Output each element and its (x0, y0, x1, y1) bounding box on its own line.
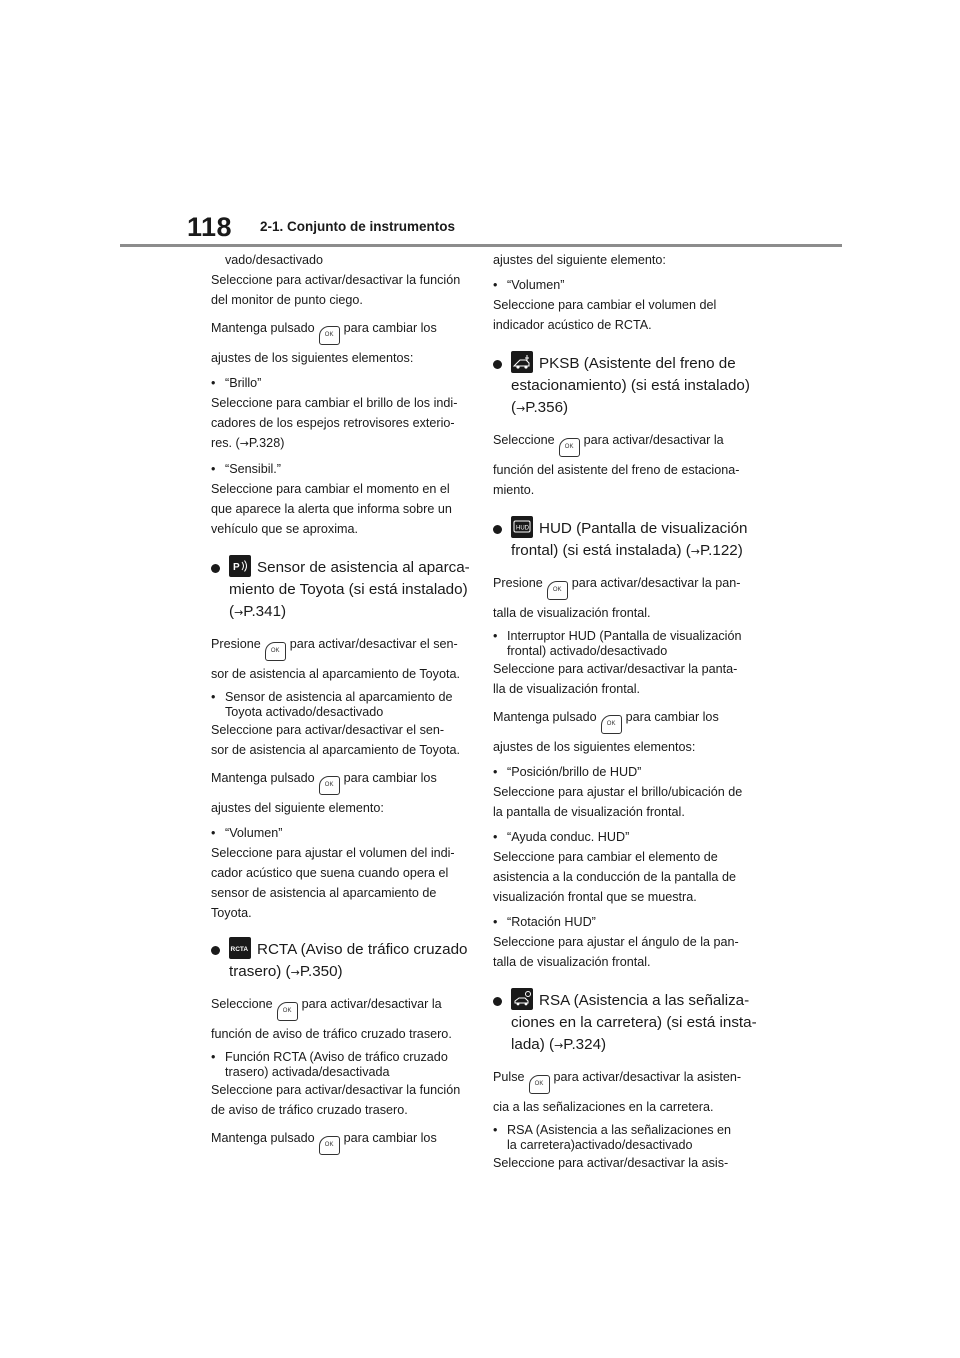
paragraph: que aparece la alerta que informa sobre un (211, 502, 452, 516)
ok-switch-icon (277, 1002, 298, 1021)
text: RCTA (Aviso de tráfico cruzado (257, 941, 468, 958)
paragraph (211, 1128, 467, 1155)
text: Mantenga pulsado (211, 1131, 315, 1145)
arrow-icon: → (234, 606, 244, 619)
svg-text:RCTA: RCTA (230, 946, 249, 953)
paragraph (493, 707, 749, 734)
heading-line (511, 988, 749, 1012)
paragraph: indicador acústico de RCTA. (493, 318, 652, 332)
paragraph (211, 768, 467, 795)
text: • Interruptor HUD (Pantalla de visualización (507, 629, 742, 643)
text: RSA (Asistencia a las señaliza- (539, 992, 750, 1009)
paragraph: miento. (493, 483, 535, 497)
feature-heading (493, 351, 749, 420)
text: para cambiar los (625, 710, 719, 724)
ok-switch-icon (319, 776, 340, 795)
paragraph: Seleccione para cambiar el volumen del (493, 298, 717, 312)
paragraph: sor de asistencia al aparcamiento de Toyota. (211, 743, 460, 757)
paragraph: Seleccione para activar/desactivar la asis- (493, 1156, 729, 1170)
bullet-dot (211, 946, 220, 955)
arrow-icon: → (554, 1039, 564, 1052)
text: para cambiar los (343, 771, 437, 785)
feature-heading (493, 988, 757, 1057)
paragraph: de aviso de tráfico cruzado trasero. (211, 1103, 408, 1117)
parking-sensor-icon (229, 555, 251, 577)
text: • Sensor de asistencia al aparcamiento de (225, 690, 453, 704)
text: Presione (211, 637, 261, 651)
feature-heading (211, 555, 470, 624)
page-reference[interactable]: P.341) (243, 603, 287, 620)
text: Seleccione (211, 997, 273, 1011)
paragraph (211, 994, 467, 1021)
paragraph: Seleccione para activar/desactivar la función (211, 273, 461, 287)
rcta-icon (229, 937, 251, 959)
right-column (493, 250, 757, 1173)
list-item: • “Posición/brillo de HUD” (493, 762, 749, 782)
paragraph: lla de visualización frontal. (493, 682, 641, 696)
text: res. ( (211, 436, 240, 450)
paragraph (493, 430, 749, 457)
hud-icon (511, 516, 533, 538)
page-reference[interactable]: P.122) (700, 542, 743, 559)
heading-line (229, 961, 467, 984)
text: para cambiar los (343, 321, 437, 335)
text: para activar/desactivar la pan- (571, 576, 741, 590)
paragraph (493, 573, 749, 600)
heading-line (229, 937, 467, 961)
list-item: • “Ayuda conduc. HUD” (493, 827, 749, 847)
pksb-icon (511, 351, 533, 373)
list-item: • “Brillo” (211, 373, 467, 393)
bullet-dot (493, 525, 502, 534)
text: Seleccione (493, 433, 555, 447)
paragraph (211, 634, 467, 661)
list-item: • “Sensibil.” (211, 459, 467, 479)
bullet-dot (493, 997, 502, 1006)
text: Mantenga pulsado (211, 321, 315, 335)
paragraph: Seleccione para activar/desactivar el sen- (211, 723, 445, 737)
paragraph (211, 318, 467, 345)
page-number: 118 (187, 212, 233, 242)
paragraph: cadores de los espejos retrovisores exterio- (211, 416, 455, 430)
text: Toyota activado/desactivado (225, 705, 384, 719)
paragraph: ajustes de los siguientes elementos: (211, 351, 414, 365)
heading-line (511, 397, 749, 420)
paragraph: función del asistente del freno de estaciona- (493, 463, 740, 477)
text: ( (229, 603, 235, 620)
heading-line (229, 555, 470, 579)
paragraph: asistencia a la conducción de la pantalla de (493, 870, 736, 884)
feature-heading (493, 516, 749, 563)
paragraph: cia a las señalizaciones en la carretera. (493, 1100, 714, 1114)
paragraph (493, 1067, 749, 1094)
list-item (493, 1123, 749, 1153)
paragraph: ajustes del siguiente elemento: (493, 253, 666, 267)
heading-line: ciones en la carretera) (si está insta- (511, 1014, 757, 1031)
rsa-icon (511, 988, 533, 1010)
text: para activar/desactivar la (583, 433, 724, 447)
paragraph: Seleccione para activar/desactivar la panta- (493, 662, 738, 676)
paragraph: talla de visualización frontal. (493, 606, 651, 620)
page-reference[interactable]: P.350) (299, 963, 343, 980)
text: para cambiar los (343, 1131, 437, 1145)
ok-switch-icon (319, 1136, 340, 1155)
text: para activar/desactivar la (301, 997, 442, 1011)
ok-switch-icon (319, 326, 340, 345)
paragraph: sor de asistencia al aparcamiento de Toyota. (211, 667, 460, 681)
page-reference[interactable]: P.324) (563, 1036, 607, 1053)
arrow-icon: → (690, 545, 701, 558)
heading-line (511, 540, 749, 563)
text: ( (511, 399, 517, 416)
svg-text:P: P (233, 562, 240, 573)
paragraph: función de aviso de tráfico cruzado trasero. (211, 1027, 452, 1041)
arrow-icon: → (516, 402, 526, 415)
paragraph: Seleccione para cambiar el momento en el (211, 482, 450, 496)
list-item: • “Volumen” (493, 275, 749, 295)
heading-line (229, 601, 467, 624)
section-title: 2-1. Conjunto de instrumentos (260, 219, 456, 234)
text: para activar/desactivar la asisten- (553, 1070, 742, 1084)
list-item (493, 629, 749, 659)
heading-line (511, 516, 749, 540)
list-item (211, 1050, 467, 1080)
page-reference[interactable]: P.328) (248, 436, 285, 450)
feature-heading (211, 937, 467, 984)
paragraph (211, 433, 467, 454)
text: trasero) ( (229, 963, 291, 980)
text: la carretera)activado/desactivado (507, 1138, 693, 1152)
text: PKSB (Asistente del freno de (539, 355, 736, 372)
paragraph: sensor de asistencia al aparcamiento de (211, 886, 437, 900)
paragraph: ajustes de los siguientes elementos: (493, 740, 696, 754)
text: • RSA (Asistencia a las señalizaciones en (507, 1123, 732, 1137)
text: Pulse (493, 1070, 525, 1084)
bullet-dot (493, 360, 502, 369)
ok-switch-icon (601, 715, 622, 734)
paragraph: Seleccione para activar/desactivar la función (211, 1083, 461, 1097)
paragraph: talla de visualización frontal. (493, 955, 651, 969)
paragraph: Seleccione para cambiar el brillo de los indi- (211, 396, 458, 410)
heading-line: estacionamiento) (si está instalado) (511, 377, 750, 394)
paragraph: Toyota. (211, 906, 252, 920)
paragraph: vehículo que se aproxima. (211, 522, 359, 536)
paragraph: del monitor de punto ciego. (211, 293, 363, 307)
paragraph: la pantalla de visualización frontal. (493, 805, 685, 819)
text: Mantenga pulsado (493, 710, 597, 724)
page-header (0, 0, 960, 250)
text: frontal) (si está instalada) ( (511, 542, 691, 559)
paragraph: Seleccione para ajustar el ángulo de la pan- (493, 935, 739, 949)
paragraph: cador acústico que suena cuando opera el (211, 866, 449, 880)
text: frontal) activado/desactivado (507, 644, 668, 658)
heading-line (511, 1034, 749, 1057)
paragraph: vado/desactivado (225, 253, 324, 267)
header-rule (120, 244, 842, 247)
paragraph: Seleccione para cambiar el elemento de (493, 850, 718, 864)
text: para activar/desactivar el sen- (289, 637, 458, 651)
paragraph: visualización frontal que se muestra. (493, 890, 697, 904)
text: • Función RCTA (Aviso de tráfico cruzado (225, 1050, 448, 1064)
left-column (211, 250, 470, 1155)
text: Mantenga pulsado (211, 771, 315, 785)
text: lada) ( (511, 1036, 555, 1053)
heading-line: miento de Toyota (si está instalado) (229, 581, 468, 598)
list-item: • “Volumen” (211, 823, 467, 843)
list-item: • “Rotación HUD” (493, 912, 749, 932)
list-item (211, 690, 467, 720)
text: HUD (Pantalla de visualización (539, 520, 748, 537)
text: Sensor de asistencia al aparca- (257, 559, 470, 576)
arrow-icon: → (290, 966, 300, 979)
ok-switch-icon (529, 1075, 550, 1094)
arrow-icon: → (239, 437, 249, 450)
text: Presione (493, 576, 543, 590)
ok-switch-icon (559, 438, 580, 457)
heading-line (511, 351, 749, 375)
svg-text:HUD: HUD (516, 525, 529, 532)
paragraph: Seleccione para ajustar el brillo/ubicación de (493, 785, 743, 799)
ok-switch-icon (547, 581, 568, 600)
paragraph: Seleccione para ajustar el volumen del indi- (211, 846, 455, 860)
text: trasero) activada/desactivada (225, 1065, 390, 1079)
bullet-dot (211, 564, 220, 573)
page-reference[interactable]: P.356) (525, 399, 569, 416)
paragraph: ajustes del siguiente elemento: (211, 801, 384, 815)
ok-switch-icon (265, 642, 286, 661)
